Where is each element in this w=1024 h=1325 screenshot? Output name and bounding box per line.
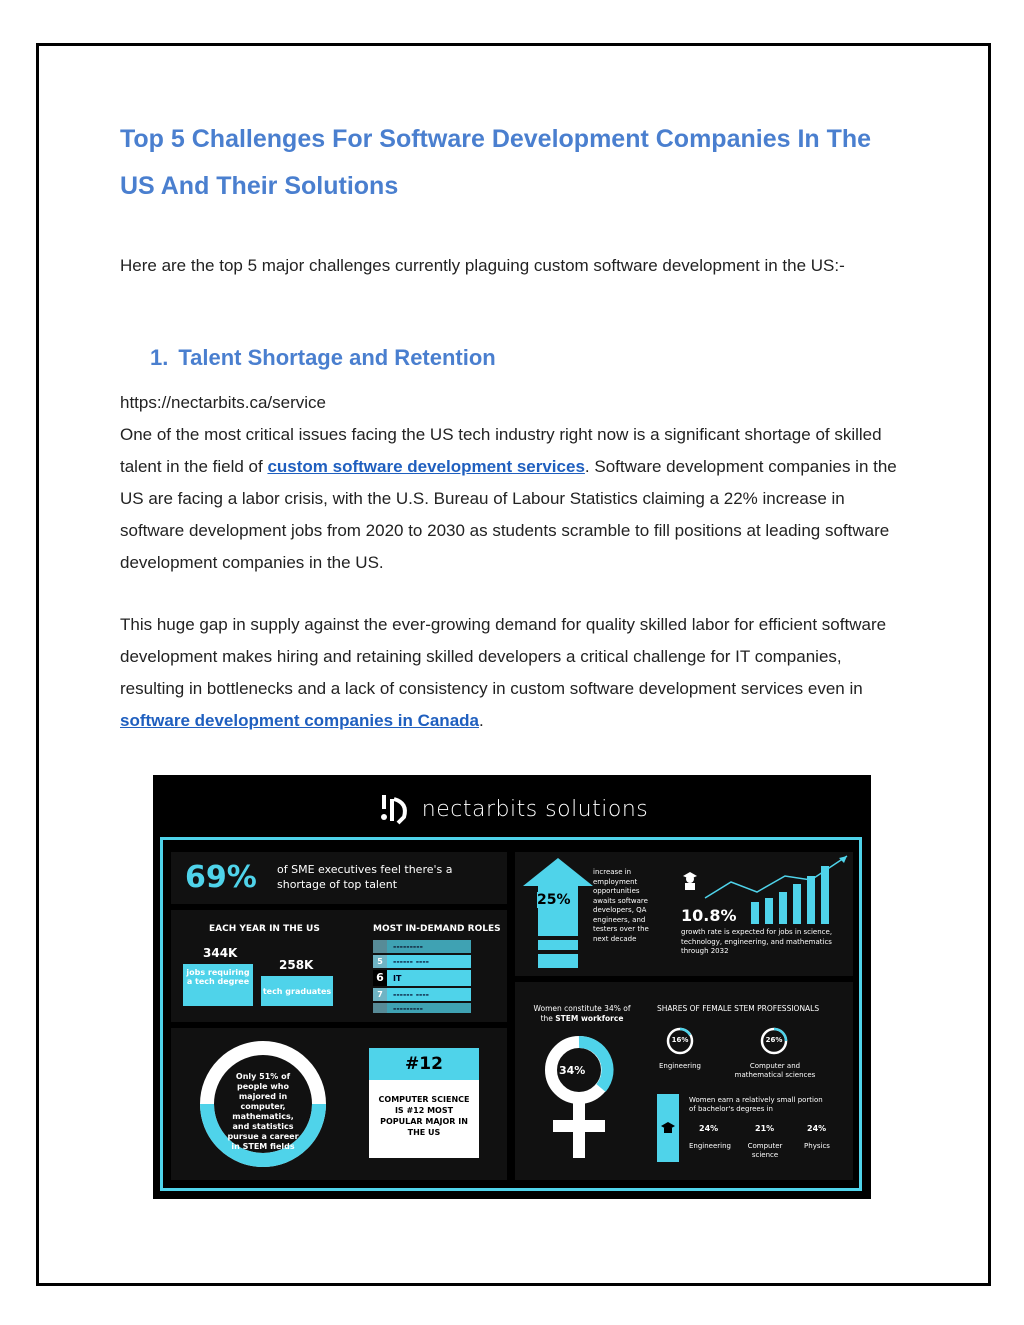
- shares-heading: SHARES OF FEMALE STEM PROFESSIONALS: [657, 1004, 820, 1013]
- rank-12-text: COMPUTER SCIENCE IS #12 MOST POPULAR MAJOR IN THE US: [378, 1095, 470, 1137]
- each-year-heading: EACH YEAR IN THE US: [209, 924, 320, 934]
- stat-69-text: of SME executives feel there's a shortage of top talent: [277, 863, 453, 891]
- paragraph-2: [120, 609, 910, 737]
- paragraph-1-text-a: One of the most critical issues facing the US tech industry right now is a significant shortage of skilled talent in the field of: [120, 425, 882, 476]
- stat-69-panel: [171, 852, 507, 904]
- stat-108-text: growth rate is expected for jobs in science, technology, engineering, and mathematics through 2032: [681, 928, 833, 955]
- grads-label: tech graduates: [262, 986, 332, 996]
- roles-heading: MOST IN-DEMAND ROLES: [373, 924, 501, 934]
- growth-bar: [793, 884, 801, 924]
- paragraph-1: [120, 419, 910, 579]
- role-row: 5 ------ ----: [373, 955, 471, 968]
- bachelor-physics-label: Physics: [804, 1142, 830, 1150]
- stat-108-value: 10.8%: [681, 906, 737, 925]
- section-number: 1.: [150, 345, 169, 370]
- graduate-icon: [681, 872, 699, 890]
- up-arrow-icon: [523, 858, 593, 968]
- graduation-cap-icon: [661, 1122, 675, 1134]
- female-symbol-icon: [539, 1032, 619, 1162]
- women-panel: [515, 982, 853, 1180]
- paragraph-2-text-a: This huge gap in supply against the ever-growing demand for quality skilled labor for efficient software development makes hiring and retaining skilled developers a critical challenge for IT companies, resulting in bottlenecks and a lack of consistency in custom software development services even in: [120, 615, 887, 698]
- engineering-share-label: Engineering: [659, 1062, 701, 1070]
- section-heading: [150, 342, 496, 374]
- women-value: 34%: [559, 1064, 586, 1077]
- brand-header: [153, 789, 871, 829]
- jobs-value: 344K: [203, 946, 238, 960]
- paragraph-1-text-b: . Software development companies in the US are facing a labor crisis, with the U.S. Bureau of Labour Statistics claiming a 22% increase in software development jobs from 2020 to 2030 as students scramble to fill positions at leading software development companies in the US.: [120, 457, 897, 572]
- growth-bar: [779, 892, 787, 924]
- math-share-value: 26%: [765, 1036, 783, 1044]
- math-share-label: Computer and mathematical sciences: [734, 1062, 816, 1079]
- role-row: 6 IT: [373, 970, 471, 986]
- paragraph-2-text-b: .: [478, 711, 484, 730]
- custom-software-link[interactable]: custom software development services: [267, 457, 585, 476]
- each-year-panel: [171, 910, 507, 1022]
- degree-bar: [657, 1094, 679, 1162]
- stat-69-value: 69%: [185, 860, 257, 895]
- grads-bar: [261, 976, 333, 1006]
- section-title: Talent Shortage and Retention: [178, 345, 496, 370]
- role-row: 7 ------ ----: [373, 988, 471, 1001]
- bachelor-cs-label: Computer science: [747, 1142, 783, 1159]
- growth-bars-chart: [751, 864, 829, 924]
- role-row: ---------: [373, 1003, 471, 1013]
- rank-12-card: [369, 1048, 479, 1158]
- stat-51-text: Only 51% of people who majored in computer, mathematics, and statistics pursue a career in STEM fields: [227, 1072, 299, 1151]
- jobs-bar: [183, 964, 253, 1006]
- grads-value: 258K: [279, 958, 314, 972]
- engineering-share-value: 16%: [671, 1036, 689, 1044]
- growth-panel: [515, 852, 853, 976]
- jobs-label: jobs requiring a tech degree: [186, 968, 250, 986]
- stat-25-text: increase in employment opportunities awaits software developers, QA engineers, and testers over the next decade: [593, 868, 649, 943]
- growth-bar: [821, 866, 829, 924]
- brand-name: nectarbits solutions: [421, 796, 649, 822]
- bachelor-physics-value: 24%: [807, 1124, 827, 1133]
- intro-paragraph: Here are the top 5 major challenges currently plaguing custom software development in the US:-: [120, 256, 845, 275]
- infographic-content: [160, 837, 862, 1191]
- infographic: [153, 775, 871, 1199]
- growth-bar: [765, 898, 773, 924]
- growth-bar: [751, 902, 759, 924]
- role-row: ---------: [373, 940, 471, 953]
- bachelor-eng-label: Engineering: [689, 1142, 731, 1150]
- page-title: Top 5 Challenges For Software Development Companies In The US And Their Solutions: [120, 125, 872, 200]
- bachelor-eng-value: 24%: [699, 1124, 719, 1133]
- canada-companies-link[interactable]: software development companies in Canada: [120, 711, 479, 730]
- stat-25-value: 25%: [537, 892, 571, 908]
- bachelor-text: Women earn a relatively small portion of bachelor's degrees in: [689, 1096, 823, 1113]
- women-text: Women constitute 34% of the STEM workforce: [533, 1004, 631, 1023]
- roles-list: [365, 940, 485, 1020]
- rank-12-value: #12: [369, 1048, 479, 1080]
- nectarbits-logo-icon: [376, 791, 412, 827]
- source-url: https://nectarbits.ca/service: [120, 393, 326, 412]
- growth-bar: [807, 876, 815, 924]
- bachelor-cs-value: 21%: [755, 1124, 775, 1133]
- stat-51-panel: [171, 1028, 507, 1180]
